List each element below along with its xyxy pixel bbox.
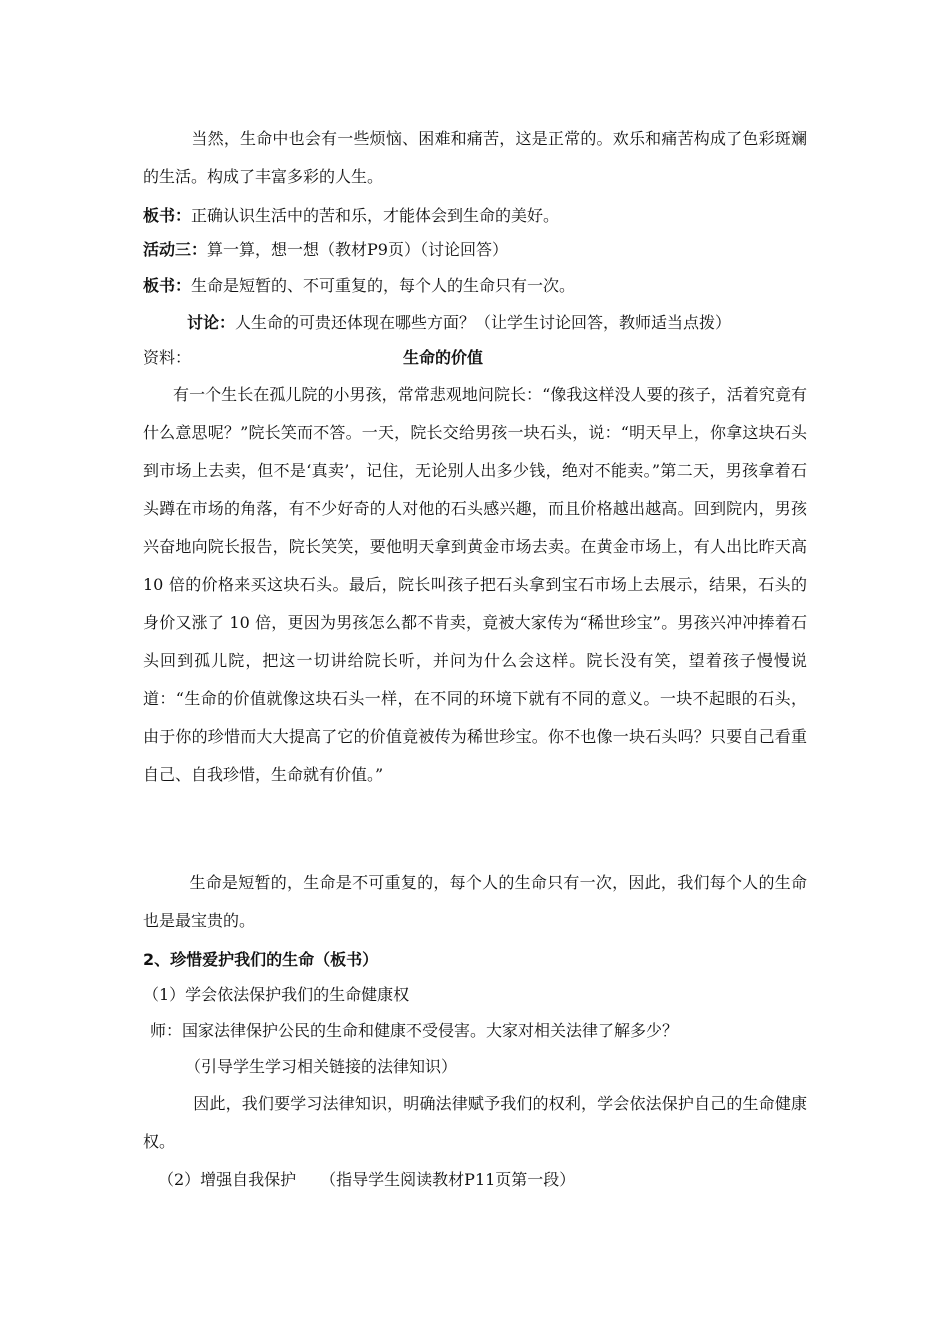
subsection-1: （1）学会依法保护我们的生命健康权 [143,985,410,1004]
section-heading-2: 2、珍惜爱护我们的生命（板书） [143,950,379,969]
blackboard-note-2 [143,276,575,296]
teacher-line: 师：国家法律保护公民的生命和健康不受侵害。大家对相关法律了解多少？ [150,1021,679,1040]
activity-label: 活动三： [143,240,208,259]
blackboard-text: 正确认识生活中的苦和乐，才能体会到生命的美好。 [191,206,560,225]
paragraph-hardship-text: 当然，生命中也会有一些烦恼、困难和痛苦，这是正常的。欢乐和痛苦构成了色彩斑斓的生活。构成了丰富多彩的人生。 [143,129,807,186]
discussion-text: 人生命的可贵还体现在哪些方面？（让学生讨论回答，教师适当点拨） [235,313,732,332]
discussion-line [187,313,731,333]
story-text: 有一个生长在孤儿院的小男孩，常常悲观地问院长：“像我这样没人要的孩子，活着究竟有什么意思呢？”院长笑而不答。一天，院长交给男孩一块石头，说：“明天早上，你拿这块石头到市场上去卖，但不是‘真卖’，记住，无论别人出多少钱，绝对不能卖。”第二天，男孩拿着石头蹲在市场的角落，有不少好奇的人对他的石头感兴趣，而且价格越出越高。回到院内，男孩兴奋地向院长报告，院长笑笑，要他明天拿到黄金市场去卖。在黄金市场上，有人出比昨天高 10 倍的价格来买这块石头。最后，院长叫孩子把石头拿到宝石市场上去展示，结果，石头的身价又涨了 10 倍，更因为男孩怎么都不肯卖，竟被大家传为“稀世珍宝”。男孩兴冲冲捧着石头回到孤儿院，把这一切讲给院长听，并问为什么会这样。院长没有笑，望着孩子慢慢说道：“生命的价值就像这块石头一样，在不同的环境下就有不同的意义。一块不起眼的石头，由于你的珍惜而大大提高了它的价值竟被传为稀世珍宝。你不也像一块石头吗？只要自己看重自己、自我珍惜，生命就有价值。” [143,385,807,784]
blackboard-label: 板书： [143,206,192,225]
summary-paragraph [143,864,807,940]
story-paragraph [143,376,807,794]
guide-line: （引导学生学习相关链接的法律知识） [185,1057,458,1076]
blackboard-text: 生命是短暂的、不可重复的，每个人的生命只有一次。 [191,276,576,295]
law-paragraph [143,1085,807,1161]
activity-text: 算一算，想一想（教材P9页）（讨论回答） [207,240,508,259]
activity-three [143,240,508,260]
resource-title: 生命的价值 [403,348,484,367]
summary-text: 生命是短暂的，生命是不可重复的，每个人的生命只有一次，因此，我们每个人的生命也是最宝贵的。 [143,873,807,930]
blackboard-note-1 [143,206,559,226]
paragraph-hardship [143,120,807,196]
discussion-label: 讨论： [187,313,236,332]
resource-label: 资料： [143,348,192,367]
law-text: 因此，我们要学习法律知识，明确法律赋予我们的权利，学会依法保护自己的生命健康权。 [143,1094,807,1151]
subsection-2: （2）增强自我保护 （指导学生阅读教材P11页第一段） [158,1170,576,1189]
blackboard-label: 板书： [143,276,192,295]
